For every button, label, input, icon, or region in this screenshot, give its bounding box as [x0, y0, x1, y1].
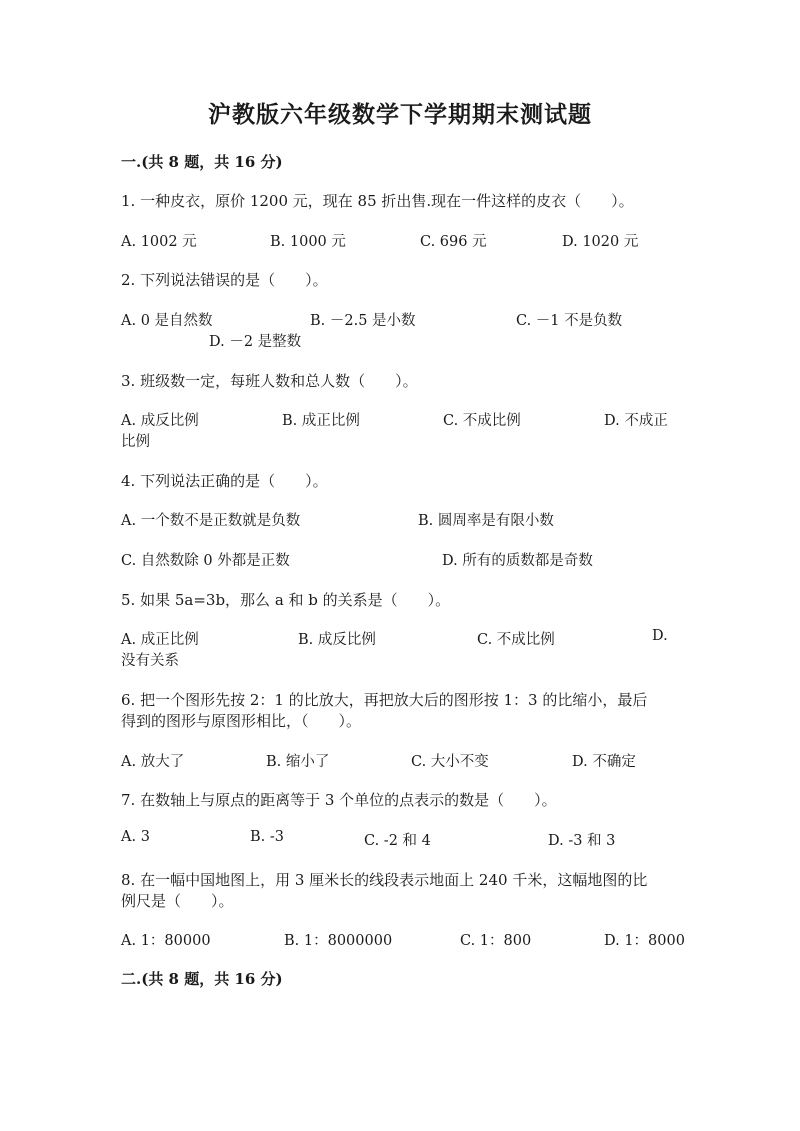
question-3-option-a: A. 成反比例	[121, 413, 199, 429]
section-heading-1: 一.(共 8 题，共 16 分)	[121, 153, 283, 171]
question-8-stem-line-1: 8. 在一幅中国地图上，用 3 厘米长的线段表示地面上 240 千米，这幅地图的比	[121, 871, 648, 889]
question-8-option-d: D. 1：8000	[604, 933, 685, 949]
question-7-option-c: C. -2 和 4	[364, 833, 431, 849]
question-6-option-b: B. 缩小了	[266, 754, 330, 770]
question-1-option-a: A. 1002 元	[121, 234, 197, 250]
question-7-option-d: D. -3 和 3	[548, 833, 616, 849]
question-5-option-d: D.	[652, 628, 668, 644]
question-7-stem: 7. 在数轴上与原点的距离等于 3 个单位的点表示的数是（ ）。	[121, 791, 557, 809]
question-8-stem-line-2: 例尺是（ ）。	[121, 892, 234, 910]
question-5-option-d-wrap: 没有关系	[121, 653, 179, 669]
question-2-option-c: C. －1 不是负数	[516, 313, 623, 329]
question-8-option-b: B. 1：8000000	[284, 933, 393, 949]
question-6-option-d: D. 不确定	[572, 754, 636, 770]
question-2-option-a: A. 0 是自然数	[121, 313, 213, 329]
question-7-option-a: A. 3	[121, 829, 150, 845]
question-5-option-b: B. 成反比例	[298, 632, 376, 648]
question-4-stem: 4. 下列说法正确的是（ ）。	[121, 472, 328, 490]
question-7-option-b: B. -3	[250, 829, 284, 845]
question-1-option-b: B. 1000 元	[270, 234, 346, 250]
question-4-option-b: B. 圆周率是有限小数	[418, 513, 554, 529]
question-2-option-d: D. －2 是整数	[209, 334, 302, 350]
question-8-option-c: C. 1：800	[460, 933, 532, 949]
question-3-option-d: D. 不成正	[604, 413, 668, 429]
question-6-stem-line-1: 6. 把一个图形先按 2：1 的比放大，再把放大后的图形按 1：3 的比缩小，最后	[121, 691, 648, 709]
question-2-option-b: B. －2.5 是小数	[310, 313, 416, 329]
question-8-option-a: A. 1：80000	[121, 933, 211, 949]
question-3-option-d-wrap: 比例	[121, 434, 150, 450]
question-4-option-d: D. 所有的质数都是奇数	[442, 553, 593, 569]
question-3-option-c: C. 不成比例	[443, 413, 521, 429]
question-4-option-a: A. 一个数不是正数就是负数	[121, 513, 301, 529]
question-1-option-d: D. 1020 元	[562, 234, 639, 250]
question-4-option-c: C. 自然数除 0 外都是正数	[121, 553, 290, 569]
question-6-option-a: A. 放大了	[121, 754, 185, 770]
section-heading-2: 二.(共 8 题，共 16 分)	[121, 970, 283, 988]
question-6-option-c: C. 大小不变	[411, 754, 489, 770]
question-1-option-c: C. 696 元	[420, 234, 487, 250]
question-2-stem: 2. 下列说法错误的是（ ）。	[121, 271, 328, 289]
page-title: 沪教版六年级数学下学期期末测试题	[208, 101, 592, 128]
question-6-stem-line-2: 得到的图形与原图形相比，（ ）。	[121, 712, 362, 730]
question-3-option-b: B. 成正比例	[282, 413, 360, 429]
question-3-stem: 3. 班级数一定，每班人数和总人数（ ）。	[121, 372, 418, 390]
question-5-option-c: C. 不成比例	[477, 632, 555, 648]
question-5-option-a: A. 成正比例	[121, 632, 199, 648]
question-5-stem: 5. 如果 5a=3b，那么 a 和 b 的关系是（ ）。	[121, 591, 451, 609]
question-1-stem: 1. 一种皮衣，原价 1200 元，现在 85 折出售.现在一件这样的皮衣（ ）。	[121, 192, 634, 210]
